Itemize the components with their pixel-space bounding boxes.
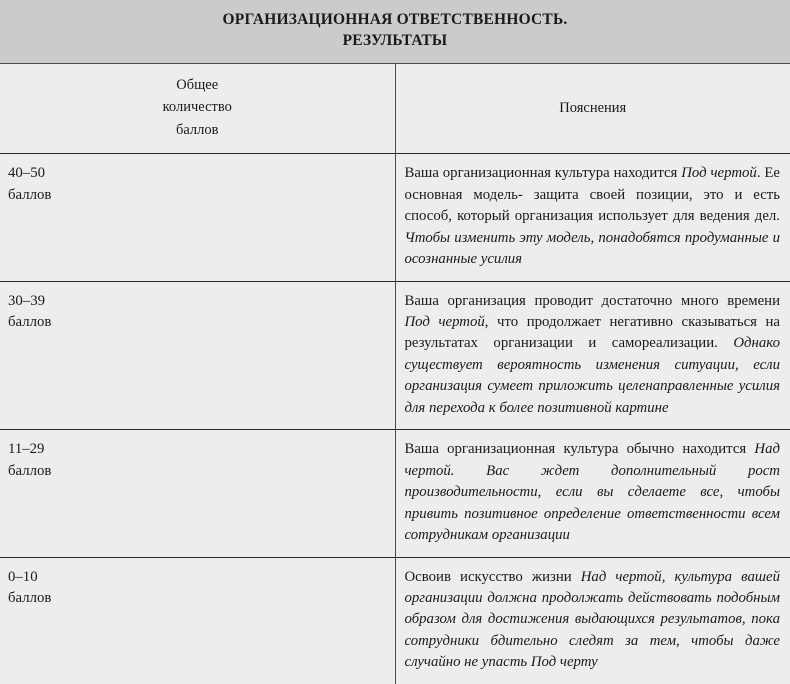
score-range-cell bbox=[0, 430, 395, 557]
column-header-total-score-line-1: Общее bbox=[176, 76, 219, 93]
score-range-cell bbox=[0, 557, 395, 684]
explanation-segment-italic: Над чертой, культура вашей организации должна продолжать действовать подобным образом для достижения выдающихся результатов, пока сотрудники бдительно следят за тем, чтобы даже случайно не упасть Под черту bbox=[404, 568, 780, 671]
table-title-row bbox=[0, 0, 790, 63]
explanation-segment-italic: Над чертой. Вас ждет дополнительный рост производительности, если вы сделаете все, чтобы привить позитивное определение ответственности всем сотрудникам организации bbox=[404, 441, 780, 544]
explanation-segment-plain: . Ее основная модель- защита своей позиции, это и есть способ, который организация использует для ведения дел. bbox=[404, 165, 780, 225]
score-range-value: 30–39 bbox=[8, 292, 45, 309]
score-range-cell bbox=[0, 281, 395, 430]
score-range-cell bbox=[0, 154, 395, 281]
score-range-unit: баллов bbox=[8, 313, 52, 330]
explanation-text bbox=[405, 291, 781, 420]
explanation-text bbox=[405, 439, 781, 546]
explanation-text bbox=[405, 567, 781, 674]
explanation-cell bbox=[395, 557, 790, 684]
column-header-total-score bbox=[0, 63, 395, 153]
table-row bbox=[0, 557, 790, 684]
explanation-segment-plain: Ваша организационная культура находится bbox=[404, 165, 682, 182]
score-range-unit: баллов bbox=[8, 186, 52, 203]
score-range-value: 0–10 bbox=[8, 568, 38, 585]
score-range-unit: баллов bbox=[8, 589, 52, 606]
table-row bbox=[0, 281, 790, 430]
explanation-cell bbox=[395, 154, 790, 281]
table-title-line-1: ОРГАНИЗАЦИОННАЯ ОТВЕТСТВЕННОСТЬ. bbox=[222, 11, 568, 28]
table-title bbox=[0, 0, 790, 63]
explanation-segment-italic: Под чертой bbox=[681, 165, 757, 182]
explanation-segment-italic: Чтобы изменить эту модель, понадобятся продуманные и осознанные усилия bbox=[404, 229, 780, 268]
explanation-segment-plain: Освоив искусство жизни bbox=[404, 568, 581, 585]
explanation-cell bbox=[395, 430, 790, 557]
score-range-unit: баллов bbox=[8, 462, 52, 479]
column-header-explanations: Пояснения bbox=[395, 63, 790, 153]
table-row bbox=[0, 430, 790, 557]
table-header-row bbox=[0, 63, 790, 153]
table-row bbox=[0, 154, 790, 281]
explanation-segment-plain: Ваша организационная культура обычно находится bbox=[404, 441, 755, 458]
explanation-segment-plain: , что продолжает негативно сказываться на результатах организации и самореализации. bbox=[404, 313, 781, 352]
score-range-value: 11–29 bbox=[8, 441, 45, 458]
explanation-segment-italic: Однако существует вероятность изменения ситуации, если организация сумеет приложить целенаправленные усилия для перехода к более позитивной картине bbox=[404, 335, 780, 416]
table-title-line-2: РЕЗУЛЬТАТЫ bbox=[342, 31, 448, 49]
explanation-segment-plain: Ваша организация проводит достаточно много времени bbox=[404, 292, 780, 309]
column-header-total-score-line-2: количество bbox=[162, 99, 232, 116]
explanation-text bbox=[405, 163, 781, 270]
column-header-total-score-line-3: баллов bbox=[175, 121, 219, 138]
score-range-value: 40–50 bbox=[8, 165, 45, 182]
explanation-segment-italic: Под чертой bbox=[404, 313, 485, 330]
explanation-cell bbox=[395, 281, 790, 430]
